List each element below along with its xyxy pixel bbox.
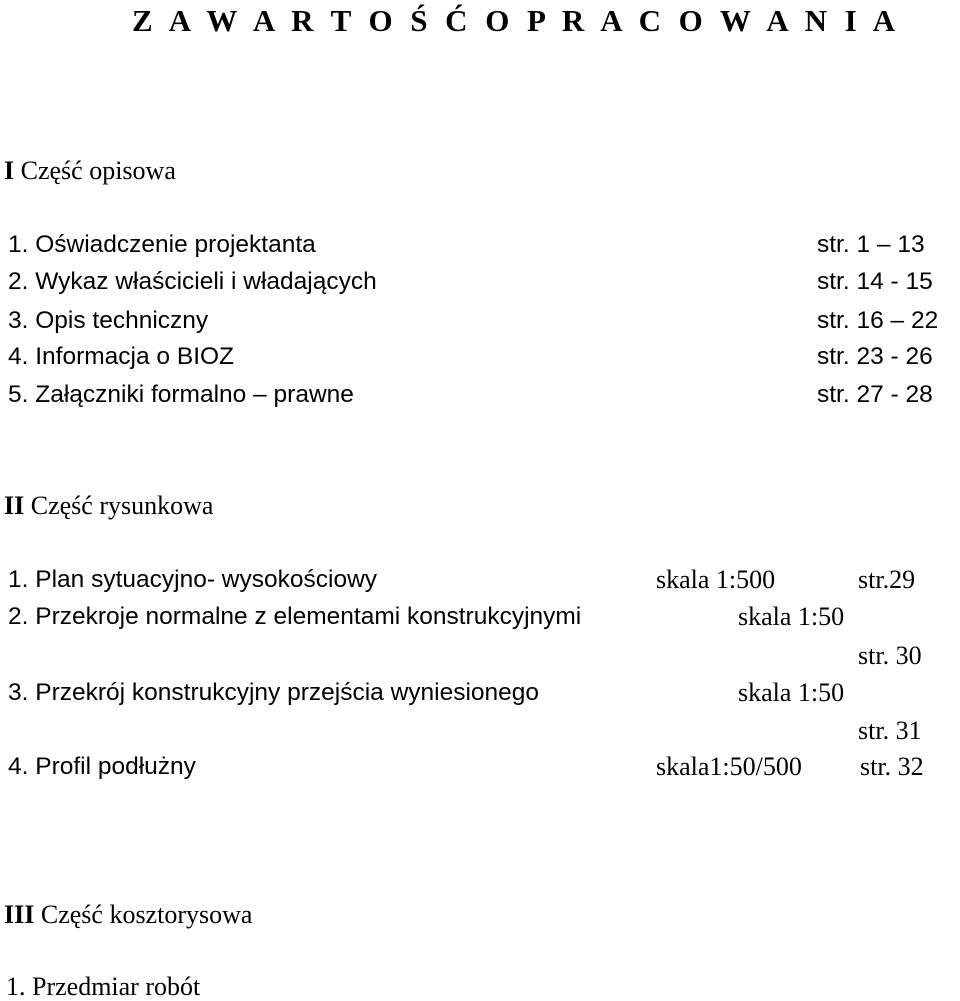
list-item-scale: skala 1:500 (656, 565, 776, 594)
list-item-scale: skala1:50/500 (656, 752, 802, 781)
section-heading-1 (4, 158, 176, 184)
list-item-text: 1. Plan sytuacyjno- wysokościowy (8, 566, 378, 593)
list-item-page: str. 32 (860, 752, 924, 781)
list-item-scale: skala 1:50 (738, 678, 845, 707)
section-number: I (4, 156, 15, 185)
list-item-page: str. 27 - 28 (817, 381, 933, 408)
section-label: Część kosztorysowa (40, 900, 253, 929)
list-item-page: str. 31 (858, 716, 922, 745)
section-label: Część rysunkowa (30, 491, 214, 520)
list-item-scale: skala 1:50 (738, 602, 845, 631)
section-heading-2 (4, 493, 213, 519)
list-item-text: 1. Oświadczenie projektanta (8, 231, 316, 258)
list-item-text: 3. Przekrój konstrukcyjny przejścia wyniesionego (8, 679, 540, 706)
list-item-text: 4. Profil podłużny (8, 753, 196, 780)
list-item-text: 2. Przekroje normalne z elementami konstrukcyjnymi (8, 603, 582, 630)
list-item-text: 3. Opis techniczny (8, 307, 209, 334)
list-item-page: str. 14 - 15 (817, 268, 933, 295)
list-item-page: str.29 (858, 565, 916, 594)
list-item-text: 1. Przedmiar robót (6, 972, 201, 1001)
section-label: Część opisowa (20, 156, 176, 185)
list-item-text: 5. Załączniki formalno – prawne (8, 381, 354, 408)
list-item-page: str. 16 – 22 (817, 307, 939, 334)
list-item-page: str. 1 – 13 (817, 231, 925, 258)
section-number: II (4, 491, 25, 520)
list-item-text: 2. Wykaz właścicieli i władających (8, 268, 377, 295)
list-item-text: 4. Informacja o BIOZ (8, 343, 235, 370)
document-title: Z A W A R T O Ś Ć O P R A C O W A N I A (132, 3, 901, 38)
list-item-page: str. 30 (858, 641, 922, 670)
section-number: III (4, 900, 35, 929)
section-heading-3 (4, 902, 252, 928)
list-item-page: str. 23 - 26 (817, 343, 933, 370)
